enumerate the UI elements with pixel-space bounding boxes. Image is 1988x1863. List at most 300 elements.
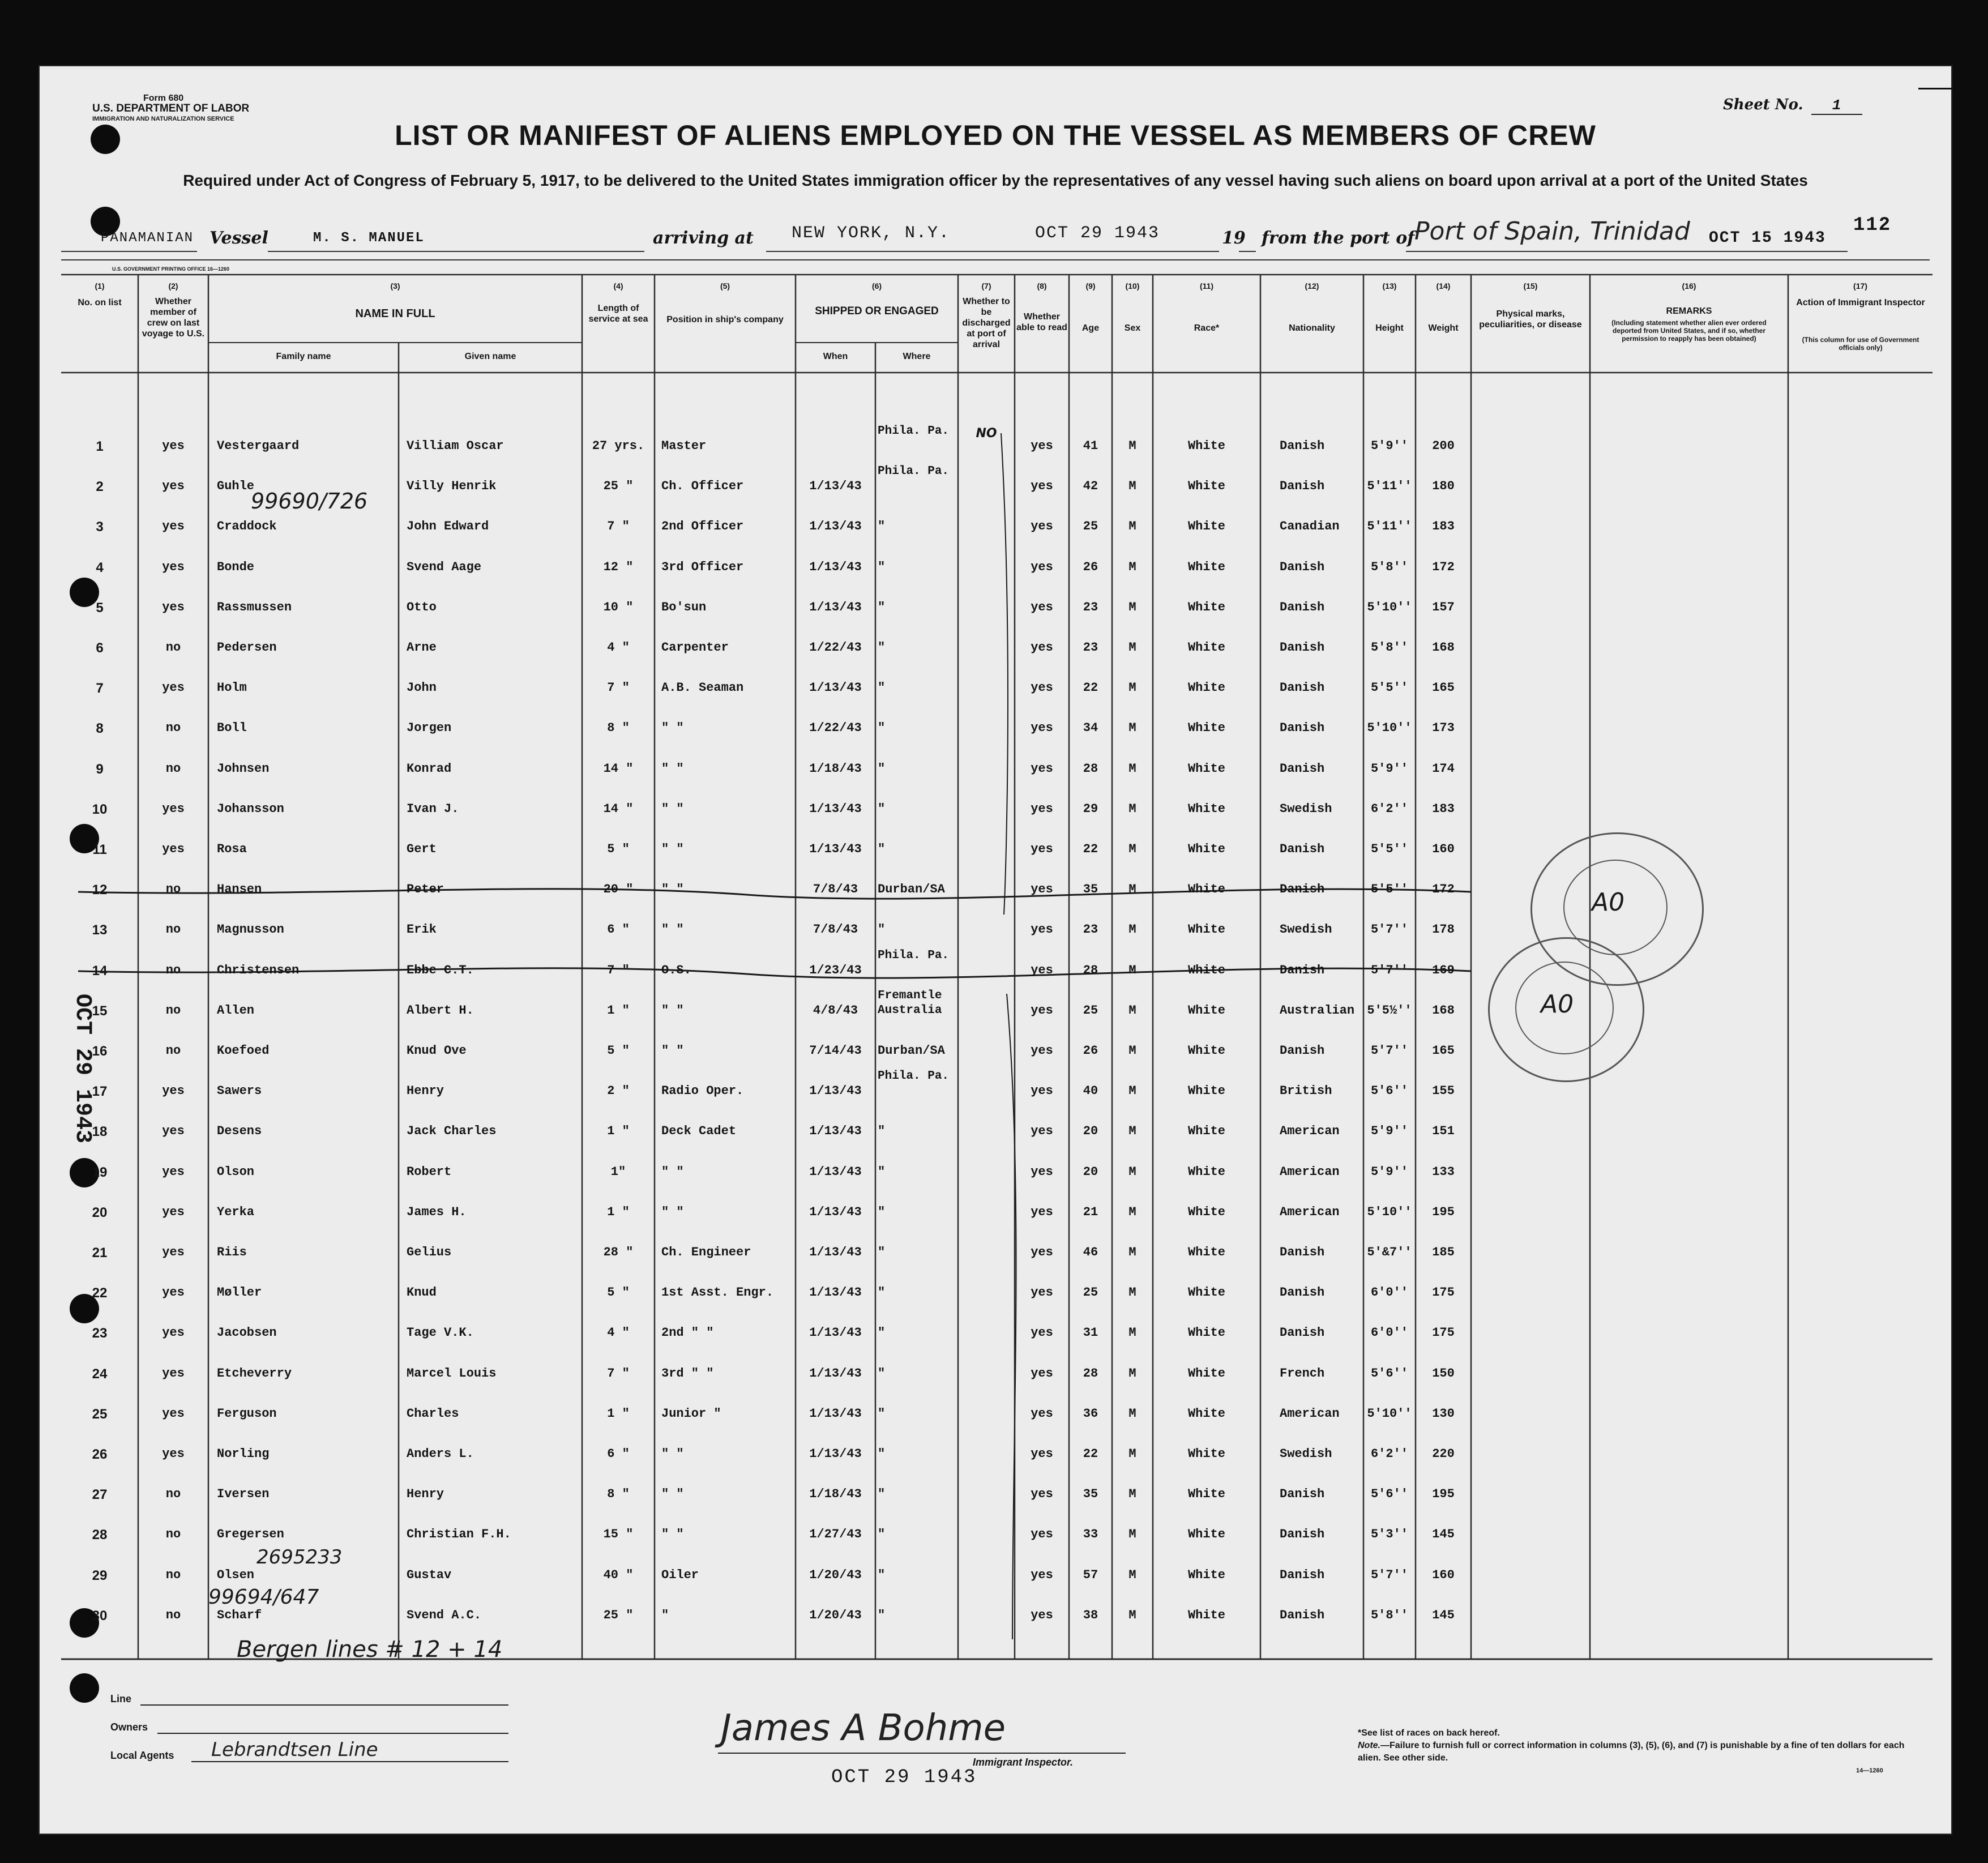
races-note: *See list of races on back hereof. [1358,1728,1500,1738]
cell-family: Rosa [217,842,247,856]
cell-no: 1 [96,439,104,454]
cell-service: 25 " [603,1608,634,1622]
cell-no: 30 [92,1608,108,1623]
cell-age: 23 [1083,640,1098,655]
cell-race: White [1187,1567,1225,1582]
cell-position: " " [661,801,684,816]
cell-race: White [1187,1366,1225,1381]
cell-no: 29 [92,1567,108,1583]
cell-race: White [1187,439,1225,453]
cell-given: Gelius [407,1245,452,1259]
cell-nationality: Danish [1280,1326,1325,1340]
cell-height: 5'5'' [1370,681,1408,695]
cell-no: 23 [92,1326,108,1341]
cell-height: 5'11'' [1367,479,1412,494]
cell-read: yes [1031,479,1053,494]
cell-when: 1/27/43 [809,1527,862,1542]
stamp-mark: A0 [1592,888,1625,917]
column-number: (16) [1682,281,1696,290]
cell-service: 1 " [607,1124,630,1139]
cell-when: 1/13/43 [809,1285,862,1300]
cell-age: 20 [1083,1164,1098,1179]
header-position: Position in ship's company [666,315,784,324]
cell-no: 2 [96,479,104,495]
cell-nationality: Danish [1280,1285,1325,1300]
cell-weight: 195 [1432,1204,1455,1219]
cell-prev: yes [162,600,185,614]
arriving-label: arriving at [653,228,754,248]
cell-prev: no [165,1527,181,1542]
cell-position: 3rd Officer [661,559,744,574]
cell-no: 14 [92,963,108,978]
cell-read: yes [1031,1366,1053,1381]
cell-service: 6 " [607,1447,630,1461]
cell-read: yes [1031,1608,1053,1622]
cell-service: 5 " [607,842,630,856]
cell-height: 5'6'' [1370,1366,1408,1381]
cell-family: Møller [217,1285,262,1300]
cell-read: yes [1031,640,1053,655]
cell-position: " " [661,1487,684,1502]
page-number: 112 [1853,215,1892,236]
cell-age: 46 [1083,1245,1098,1259]
cell-family: Johansson [217,801,284,816]
cell-age: 22 [1083,1447,1098,1461]
cell-prev: yes [162,1164,185,1179]
cell-sex: M [1128,1084,1136,1099]
manifest-sheet [39,65,1952,1835]
cell-service: 25 " [603,479,634,494]
cell-race: White [1187,1003,1225,1018]
cell-height: 5'6'' [1370,1487,1408,1502]
cell-family: Holm [217,681,247,695]
cell-race: White [1187,882,1225,897]
cell-height: 5'10'' [1367,721,1412,736]
cell-nationality: Danish [1280,1527,1325,1542]
cell-read: yes [1031,1567,1053,1582]
cell-height: 5'&7'' [1367,1245,1412,1259]
cell-position: " " [661,842,684,856]
cell-position: Junior " [661,1406,721,1421]
cell-sex: M [1128,842,1136,856]
cell-age: 33 [1083,1527,1098,1542]
cell-weight: 185 [1432,1245,1455,1259]
cell-service: 1 " [607,1406,630,1421]
cell-height: 5'6'' [1370,1084,1408,1099]
cell-no: 25 [92,1406,108,1422]
cell-age: 28 [1083,963,1098,977]
cell-height: 6'0'' [1370,1285,1408,1300]
cell-when: 1/13/43 [809,1084,862,1099]
header-name-in-full: NAME IN FULL [355,307,435,320]
cell-where: " [878,1567,886,1582]
cell-family: Norling [217,1447,270,1461]
cell-position: A.B. Seaman [661,681,744,695]
cell-prev: yes [162,681,185,695]
cell-when: 1/13/43 [809,1406,862,1421]
local-agents-label: Local Agents [110,1750,174,1761]
cell-height: 5'5'' [1370,842,1408,856]
cell-given: Tage V.K. [407,1326,474,1340]
cell-no: 5 [96,600,104,616]
cell-no: 17 [92,1084,108,1100]
cell-sex: M [1128,519,1136,534]
cell-weight: 145 [1432,1527,1455,1542]
column-number: (3) [390,281,400,290]
cell-where: " [878,1326,886,1340]
cell-sex: M [1128,439,1136,453]
cell-service: 14 " [603,761,634,776]
header-physical-marks: Physical marks, peculiarities, or disease [1479,309,1582,330]
cell-family: Boll [217,721,247,736]
header-able-to-read: Whether able to read [1016,312,1067,332]
cell-prev: yes [162,479,185,494]
header-race: Race* [1194,323,1220,333]
cell-sex: M [1128,640,1136,655]
inspector-signature: James A Bohme [721,1707,1006,1749]
cell-weight: 183 [1432,519,1455,534]
header-nationality: Nationality [1289,323,1335,333]
inspector-label: Immigrant Inspector. [973,1757,1074,1768]
cell-weight: 183 [1432,801,1455,816]
cell-position: Ch. Officer [661,479,744,494]
cell-weight: 178 [1432,922,1455,937]
cell-family: Sawers [217,1084,262,1099]
cell-weight: 180 [1432,479,1455,494]
cell-age: 22 [1083,842,1098,856]
cell-no: 9 [96,761,104,777]
column-number: (17) [1853,281,1867,290]
cell-given: Henry [407,1487,444,1502]
cell-race: White [1187,559,1225,574]
cell-no: 27 [92,1487,108,1503]
cell-family: Vestergaard [217,439,300,453]
header-previous-voyage: Whether member of crew on last voyage to U.S. [142,297,205,339]
cell-where: " [878,519,886,534]
cell-race: White [1187,1084,1225,1099]
cell-when: 1/22/43 [809,640,862,655]
column-number: (1) [95,281,105,290]
cell-prev: yes [162,1406,185,1421]
handwritten-ref-number: 99694/647 [208,1586,319,1609]
cell-family: Ferguson [217,1406,277,1421]
cell-height: 5'5½'' [1367,1003,1412,1018]
cell-sex: M [1128,1487,1136,1502]
cell-sex: M [1128,1608,1136,1622]
cell-read: yes [1031,559,1053,574]
cell-when: 7/14/43 [809,1044,862,1058]
cell-given: Knud [407,1285,437,1300]
arrival-date: OCT 29 1943 [1035,224,1160,243]
cell-family: Etcheverry [217,1366,292,1381]
cell-sex: M [1128,1447,1136,1461]
cell-position: " " [661,1527,684,1542]
cell-nationality: Danish [1280,439,1325,453]
cell-read: yes [1031,1124,1053,1139]
cell-height: 5'9'' [1370,1124,1408,1139]
cell-position: " [661,1608,669,1622]
cell-given: Svend A.C. [407,1608,482,1622]
cell-weight: 130 [1432,1406,1455,1421]
stamp-mark: A0 [1541,990,1574,1019]
cell-age: 28 [1083,1366,1098,1381]
cell-no: 26 [92,1447,108,1462]
cell-prev: yes [162,1285,185,1300]
cell-age: 25 [1083,519,1098,534]
cell-service: 8 " [607,1487,630,1502]
action-note: (This column for use of Government officials only) [1802,336,1919,352]
cell-where: " [878,600,886,614]
cell-race: White [1187,842,1225,856]
cell-given: Albert H. [407,1003,474,1018]
cell-read: yes [1031,882,1053,897]
cell-family: Gregersen [217,1527,284,1542]
cell-weight: 173 [1432,721,1455,736]
handwritten-ref-number: 99690/726 [251,489,368,514]
cell-prev: yes [162,1366,185,1381]
cell-when: 1/13/43 [809,519,862,534]
cell-service: 8 " [607,721,630,736]
cell-nationality: Danish [1280,1567,1325,1582]
cell-no: 18 [92,1124,108,1140]
cell-age: 29 [1083,801,1098,816]
cell-service: 1 " [607,1003,630,1018]
document-title: LIST OR MANIFEST OF ALIENS EMPLOYED ON THE VESSEL AS MEMBERS OF CREW [395,119,1596,151]
cell-age: 23 [1083,922,1098,937]
cell-when: 1/13/43 [809,801,862,816]
cell-prev: yes [162,1124,185,1139]
cell-nationality: American [1280,1204,1340,1219]
cell-read: yes [1031,1245,1053,1259]
cell-nationality: Danish [1280,842,1325,856]
cell-where: " [878,1204,886,1219]
cell-position: Carpenter [661,640,729,655]
cell-sex: M [1128,1406,1136,1421]
cell-height: 5'5'' [1370,882,1408,897]
cell-race: White [1187,761,1225,776]
cell-position: " " [661,1003,684,1018]
cell-sex: M [1128,1567,1136,1582]
cell-when: 1/23/43 [809,963,862,977]
cell-sex: M [1128,1366,1136,1381]
cell-height: 5'7'' [1370,1567,1408,1582]
cell-given: Christian F.H. [407,1527,511,1542]
cell-given: Jack Charles [407,1124,497,1139]
cell-prev: yes [162,559,185,574]
cell-weight: 169 [1432,963,1455,977]
cell-height: 5'7'' [1370,1044,1408,1058]
cell-nationality: Canadian [1280,519,1340,534]
cell-position: Ch. Engineer [661,1245,751,1259]
departure-date: OCT 15 1943 [1709,229,1826,247]
header-when: When [823,352,848,361]
cell-read: yes [1031,1044,1053,1058]
cell-sex: M [1128,882,1136,897]
cell-race: White [1187,681,1225,695]
cell-service: 1 " [607,1204,630,1219]
cell-race: White [1187,963,1225,977]
cell-when: 1/13/43 [809,1326,862,1340]
cell-nationality: Swedish [1280,801,1332,816]
cell-service: 1" [610,1164,626,1179]
cell-weight: 175 [1432,1326,1455,1340]
cell-age: 31 [1083,1326,1098,1340]
cell-height: 5'9'' [1370,761,1408,776]
note-text: —Failure to furnish full or correct information in columns (3), (5), (6), and (7) is punishable by a fine of ten dollars for each alien. See other side. [1358,1741,1905,1763]
cell-weight: 157 [1432,600,1455,614]
service-name: IMMIGRATION AND NATURALIZATION SERVICE [92,116,234,122]
cell-prev: yes [162,1447,185,1461]
cell-service: 7 " [607,1366,630,1381]
cell-age: 41 [1083,439,1098,453]
cell-read: yes [1031,963,1053,977]
cell-read: yes [1031,1406,1053,1421]
cell-read: yes [1031,681,1053,695]
cell-no: 28 [92,1527,108,1543]
cell-sex: M [1128,1204,1136,1219]
cell-where: " [878,1366,886,1381]
cell-position: Radio Oper. [661,1084,744,1099]
cell-read: yes [1031,721,1053,736]
cell-when: 1/13/43 [809,559,862,574]
cell-given: Ivan J. [407,801,459,816]
cell-prev: no [165,721,181,736]
department-name: U.S. DEPARTMENT OF LABOR [92,102,250,114]
cell-age: 35 [1083,882,1098,897]
cell-given: Marcel Louis [407,1366,497,1381]
cell-read: yes [1031,1003,1053,1018]
cell-age: 42 [1083,479,1098,494]
cell-weight: 172 [1432,559,1455,574]
cell-read: yes [1031,761,1053,776]
cell-prev: yes [162,439,185,453]
cell-service: 7 " [607,963,630,977]
cell-age: 20 [1083,1124,1098,1139]
cell-service: 7 " [607,681,630,695]
cell-age: 21 [1083,1204,1098,1219]
cell-weight: 195 [1432,1487,1455,1502]
cell-position: 2nd Officer [661,519,744,534]
cell-nationality: Danish [1280,479,1325,494]
vessel-name: M. S. MANUEL [313,230,425,246]
cell-where: " [878,681,886,695]
cell-sex: M [1128,1044,1136,1058]
cell-when: 1/13/43 [809,1124,862,1139]
cell-service: 6 " [607,922,630,937]
cell-where: " [878,801,886,816]
handwritten-note: Bergen lines # 12 + 14 [237,1636,503,1663]
cell-family: Riis [217,1245,247,1259]
cell-prev: no [165,1044,181,1058]
cell-height: 5'8'' [1370,559,1408,574]
cell-height: 6'2'' [1370,801,1408,816]
cell-where: " [878,1245,886,1259]
cell-when: 1/18/43 [809,1487,862,1502]
cell-family: Koefoed [217,1044,270,1058]
cell-read: yes [1031,1527,1053,1542]
cell-position: " " [661,1204,684,1219]
from-port: Port of Spain, Trinidad [1414,217,1690,246]
cell-prev: yes [162,842,185,856]
cell-family: Christensen [217,963,300,977]
cell-when: 1/13/43 [809,479,862,494]
cell-race: White [1187,1044,1225,1058]
cell-position: " " [661,1447,684,1461]
cell-race: White [1187,1487,1225,1502]
cell-race: White [1187,1326,1225,1340]
column-number: (12) [1305,281,1319,290]
cell-when: 1/13/43 [809,681,862,695]
cell-weight: 145 [1432,1608,1455,1622]
cell-sex: M [1128,721,1136,736]
cell-when: 1/13/43 [809,842,862,856]
cell-sex: M [1128,1245,1136,1259]
cell-no: 13 [92,922,108,938]
cell-no: 10 [92,801,108,817]
cell-race: White [1187,1164,1225,1179]
cell-nationality: American [1280,1164,1340,1179]
line-label: Line [110,1693,132,1704]
cell-sex: M [1128,559,1136,574]
side-date-stamp: OCT 29 1943 [70,994,95,1144]
cell-position: " " [661,1164,684,1179]
cell-prev: no [165,882,181,897]
cell-age: 28 [1083,761,1098,776]
cell-weight: 133 [1432,1164,1455,1179]
cell-service: 4 " [607,640,630,655]
cell-position: " " [661,922,684,937]
cell-where: Durban/SA [878,1044,945,1058]
cell-sex: M [1128,1285,1136,1300]
cell-race: White [1187,519,1225,534]
cell-family: Scharf [217,1608,262,1622]
column-number: (14) [1436,281,1451,290]
cell-service: 5 " [607,1044,630,1058]
from-port-label: from the port of [1262,228,1415,248]
header-discharged: Whether to be discharged at port of arrival [962,297,1011,349]
cell-family: Iversen [217,1487,270,1502]
cell-prev: yes [162,801,185,816]
cell-weight: 165 [1432,1044,1455,1058]
cell-race: White [1187,479,1225,494]
year-label: 19 [1222,228,1246,248]
header-height: Height [1375,323,1404,333]
cell-weight: 168 [1432,640,1455,655]
cell-when: 1/13/43 [809,1366,862,1381]
cell-family: Allen [217,1003,255,1018]
column-number: (15) [1523,281,1538,290]
cell-prev: yes [162,1084,185,1099]
cell-nationality: Australian [1280,1003,1355,1018]
cell-nationality: Danish [1280,1608,1325,1622]
cell-prev: yes [162,1326,185,1340]
cell-height: 5'10'' [1367,1204,1412,1219]
cell-read: yes [1031,1487,1053,1502]
owners-label: Owners [110,1721,148,1733]
cell-position: " " [661,882,684,897]
printer-line: U.S. GOVERNMENT PRINTING OFFICE 16—1260 [112,266,230,272]
form-code: 14—1260 [1856,1767,1883,1774]
cell-service: 20 " [603,882,634,897]
cell-height: 5'11'' [1367,519,1412,534]
header-given-name: Given name [464,352,516,361]
cell-sex: M [1128,801,1136,816]
column-number: (4) [613,281,623,290]
cell-no: 8 [96,721,104,737]
cell-family: Magnusson [217,922,284,937]
cell-when: 1/20/43 [809,1567,862,1582]
cell-when: 1/20/43 [809,1608,862,1622]
